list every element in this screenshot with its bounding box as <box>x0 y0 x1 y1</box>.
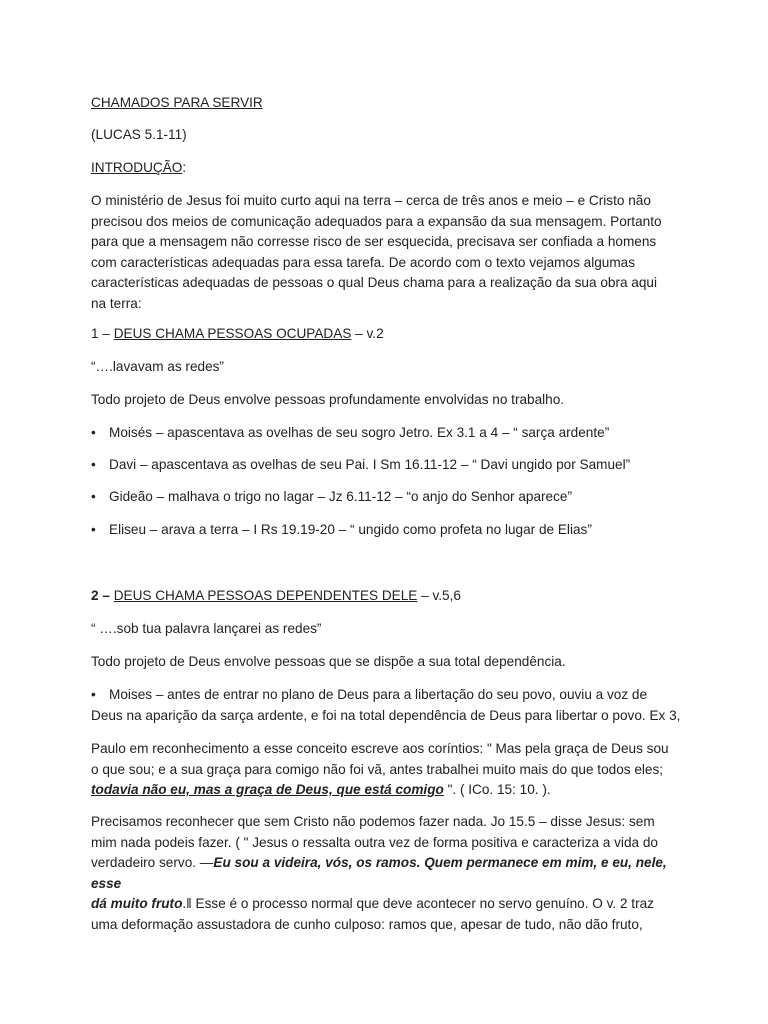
bullet-icon: • <box>91 687 96 702</box>
list-item <box>91 487 691 508</box>
bullet-icon: • <box>91 522 96 537</box>
closing-line-text: .‖ Esse é o processo normal que deve acontecer no servo genuíno. O v. 2 traz <box>182 896 654 911</box>
moises-line-text: Moises – antes de entrar no plano de Deus para a libertação do seu povo, ouviu a voz de <box>109 687 648 702</box>
list-item-text: Moisés – apascentava as ovelhas de seu sogro Jetro. Ex 3.1 a 4 – “ sarça ardente” <box>109 425 610 440</box>
section1-verse: – v.2 <box>351 326 384 341</box>
section2-heading <box>91 586 691 607</box>
intro-line: características adequadas de pessoas o qual Deus chama para a realização da sua obra aqui <box>91 275 658 290</box>
list-item-text: Eliseu – arava a terra – I Rs 19.19-20 – “ ungido como profeta no lugar de Elias” <box>109 522 592 537</box>
section1-quote: “….lavavam as redes” <box>91 359 224 374</box>
section1-number: 1 – <box>91 326 114 341</box>
paulo-line <box>91 780 691 801</box>
section2-quote: “ ….sob tua palavra lançarei as redes” <box>91 621 322 636</box>
closing-line-text: verdadeiro servo. — <box>91 855 214 870</box>
section1-heading <box>91 324 691 345</box>
section2-number: 2 – <box>91 588 114 603</box>
intro-heading <box>91 158 691 179</box>
paulo-line: Paulo em reconhecimento a esse conceito escreve aos coríntios: " Mas pela graça de Deus sou <box>91 741 669 756</box>
list-item <box>91 520 691 541</box>
title-text: CHAMADOS PARA SERVIR <box>91 95 263 110</box>
document-title <box>91 93 691 114</box>
section1-statement: Todo projeto de Deus envolve pessoas profundamente envolvidas no trabalho. <box>91 392 565 407</box>
closing-line <box>91 894 691 915</box>
paulo-ref: ". ( ICo. 15: 10. ). <box>443 782 551 797</box>
list-item <box>91 455 691 476</box>
emphasis-text: dá muito fruto <box>91 896 183 911</box>
intro-line: O ministério de Jesus foi muito curto aqui na terra – cerca de três anos e meio – e Cristo não <box>91 193 651 208</box>
section2-verse: – v.5,6 <box>417 588 461 603</box>
intro-paragraph <box>91 191 691 314</box>
bullet-icon: • <box>91 425 96 440</box>
paulo-emphasis: todavia não eu, mas a graça de Deus, que está comigo <box>91 782 444 797</box>
intro-heading-text: INTRODUÇÃO <box>91 160 183 175</box>
moises-paragraph <box>91 685 691 726</box>
list-item-text: Gideão – malhava o trigo no lagar – Jz 6.11-12 – “o anjo do Senhor aparece” <box>109 489 572 504</box>
emphasis-text: Eu sou a videira, vós, os ramos. Quem permanece em mim, e eu, nele, esse <box>91 855 667 891</box>
intro-line: precisou dos meios de comunicação adequados para a expansão da sua mensagem. Portanto <box>91 213 662 229</box>
paulo-line: o que sou; e a sua graça para comigo não foi vã, antes trabalhei muito mais do que todos eles; <box>91 761 664 777</box>
list-item <box>91 423 691 444</box>
closing-line: Precisamos reconhecer que sem Cristo não podemos fazer nada. Jo 15.5 – disse Jesus: sem <box>91 814 655 829</box>
closing-line: mim nada podeis fazer. ( " Jesus o ressalta outra vez de forma positiva e caracteriza a vida do <box>91 834 658 850</box>
closing-paragraph <box>91 812 691 935</box>
moises-line <box>91 685 691 706</box>
bullet-icon: • <box>91 457 96 472</box>
intro-line: com características adequadas para essa tarefa. De acordo com o texto vejamos algumas <box>91 254 636 270</box>
section2-statement: Todo projeto de Deus envolve pessoas que se dispõe a sua total dependência. <box>91 654 566 669</box>
section1-heading-text: DEUS CHAMA PESSOAS OCUPADAS <box>113 326 352 341</box>
moises-line: Deus na aparição da sarça ardente, e foi na total dependência de Deus para libertar o povo. Ex 3, <box>91 707 681 723</box>
list-item-text: Davi – apascentava as ovelhas de seu Pai. I Sm 16.11-12 – “ Davi ungido por Samuel” <box>109 457 631 472</box>
section2-heading-text: DEUS CHAMA PESSOAS DEPENDENTES DELE <box>113 588 418 603</box>
intro-line: na terra: <box>91 295 142 311</box>
bullet-icon: • <box>91 489 96 504</box>
intro-colon: : <box>182 160 187 175</box>
scripture-reference: (LUCAS 5.1-11) <box>91 127 187 142</box>
intro-line: para que a mensagem não corresse risco de ser esquecida, precisava ser confiada a homens <box>91 234 657 249</box>
closing-line <box>91 853 691 894</box>
paulo-paragraph <box>91 739 691 801</box>
closing-line: uma deformação assustadora de cunho culposo: ramos que, apesar de tudo, não dão fruto, <box>91 916 643 932</box>
